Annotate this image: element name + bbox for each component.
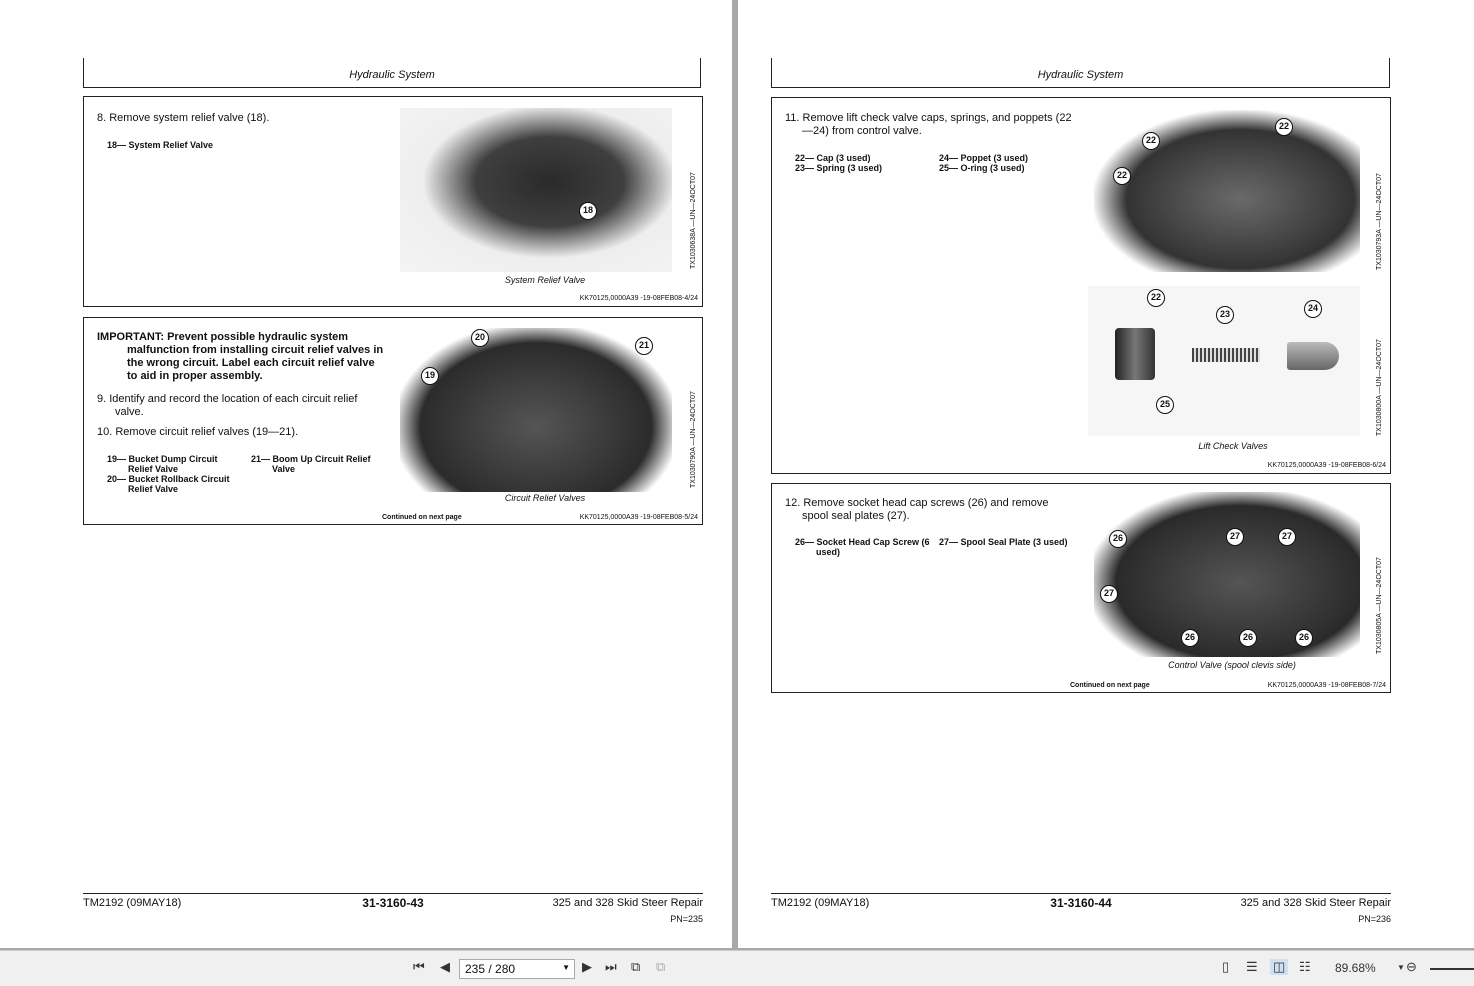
photo-circuit-relief-valves	[400, 328, 672, 492]
legend-item: 21— Boom Up Circuit Relief Valve	[251, 454, 371, 474]
callout: 26	[1295, 629, 1313, 647]
important-note: IMPORTANT: Prevent possible hydraulic system malfunction from installing circuit relief valves in the wrong circuit. Label each circuit relief valve to aid in proper assembly.	[97, 331, 384, 382]
next-page-button[interactable]: ▶	[582, 959, 592, 974]
page-header: Hydraulic System	[771, 58, 1390, 88]
callout: 23	[1216, 306, 1234, 324]
continued-note: Continued on next page	[382, 514, 462, 521]
callout: 27	[1226, 528, 1244, 546]
page-number-value: 235 / 280	[465, 962, 516, 976]
page-number-input[interactable]	[459, 959, 575, 979]
zoom-level[interactable]: 89.68%	[1335, 961, 1376, 975]
legend-item: 22— Cap (3 used)	[795, 153, 871, 163]
callout: 21	[635, 337, 653, 355]
left-page	[0, 0, 732, 948]
callout: 26	[1181, 629, 1199, 647]
zoom-out-icon[interactable]: ⊖	[1406, 959, 1417, 974]
legend-item: 18— System Relief Valve	[107, 140, 214, 150]
page-footer	[83, 893, 703, 933]
continuous-view-icon[interactable]: ☰	[1246, 959, 1258, 974]
callout: 27	[1278, 528, 1296, 546]
step-9-text: 9. Identify and record the location of each circuit relief valve.	[97, 393, 358, 418]
legend-item: 26— Socket Head Cap Screw (6 used)	[795, 537, 930, 557]
zoom-dropdown-icon[interactable]: ▼	[1397, 963, 1405, 972]
footer-title: 325 and 328 Skid Steer Repair	[552, 897, 703, 909]
footer-title: 325 and 328 Skid Steer Repair	[1240, 897, 1391, 909]
callout: 22	[1113, 167, 1131, 185]
doc-code: KK70125,0000A39 -19-08FEB08-4/24	[579, 295, 698, 302]
callout: 24	[1304, 300, 1322, 318]
figure-code: TX1030793A —UN—24OCT07	[1376, 173, 1383, 270]
footer-doc: TM2192 (09MAY18)	[771, 897, 870, 909]
photo-control-valve-top	[1094, 110, 1360, 272]
callout: 26	[1109, 530, 1127, 548]
callout: 20	[471, 329, 489, 347]
two-page-continuous-view-icon[interactable]: ☷	[1299, 959, 1311, 974]
photo-system-relief-valve	[400, 108, 672, 272]
page-header: Hydraulic System	[83, 58, 701, 88]
footer-pn: PN=235	[670, 914, 703, 924]
figure-code: TX1030800A —UN—24OCT07	[1376, 339, 1383, 436]
callout: 26	[1239, 629, 1257, 647]
step-8-box	[83, 96, 703, 307]
step-text: 11. Remove lift check valve caps, springs, and poppets (22—24) from control valve.	[785, 112, 1072, 137]
cap-part	[1115, 328, 1155, 380]
photo-caption: System Relief Valve	[504, 275, 586, 285]
viewer-toolbar	[0, 950, 1474, 986]
figure-code: TX1030790A —UN—24OCT07	[690, 391, 697, 488]
photo-caption: Circuit Relief Valves	[504, 493, 586, 503]
footer-doc: TM2192 (09MAY18)	[83, 897, 182, 909]
step-text: 12. Remove socket head cap screws (26) and remove spool seal plates (27).	[785, 497, 1049, 522]
single-page-view-icon[interactable]: ▯	[1222, 959, 1230, 974]
poppet-part	[1287, 342, 1339, 370]
two-page-view-icon[interactable]: ◫	[1270, 959, 1288, 975]
continued-note: Continued on next page	[1070, 682, 1150, 689]
legend-item: 27— Spool Seal Plate (3 used)	[939, 537, 1068, 547]
chevron-down-icon[interactable]: ▼	[562, 963, 570, 972]
photo-caption: Control Valve (spool clevis side)	[1168, 660, 1296, 670]
doc-code: KK70125,0000A39 -19-08FEB08-6/24	[1267, 462, 1386, 469]
page-footer	[771, 893, 1391, 933]
photo-caption: Lift Check Valves	[1198, 441, 1268, 451]
figure-code: TX1030638A —UN—24OCT07	[690, 172, 697, 269]
step-9-10-box	[83, 317, 703, 525]
callout: 25	[1156, 396, 1174, 414]
footer-page-number: 31-3160-44	[1050, 896, 1112, 910]
export-page-icon[interactable]: ⧉	[656, 959, 666, 974]
callout: 19	[421, 367, 439, 385]
doc-code: KK70125,0000A39 -19-08FEB08-7/24	[1267, 682, 1386, 689]
photo-control-valve-spool-side	[1094, 492, 1360, 657]
legend-item: 25— O-ring (3 used)	[939, 163, 1025, 173]
callout: 22	[1142, 132, 1160, 150]
step-11-box	[771, 97, 1391, 474]
callout: 22	[1275, 118, 1293, 136]
step-text: 8. Remove system relief valve (18).	[97, 112, 270, 124]
spring-part	[1192, 348, 1260, 362]
callout: 18	[579, 202, 597, 220]
right-page	[738, 0, 1474, 948]
rotate-page-icon[interactable]: ⧉	[631, 959, 641, 974]
doc-code: KK70125,0000A39 -19-08FEB08-5/24	[579, 514, 698, 521]
callout: 22	[1147, 289, 1165, 307]
step-10-text: 10. Remove circuit relief valves (19—21).	[97, 426, 299, 438]
callout: 27	[1100, 585, 1118, 603]
legend-item: 24— Poppet (3 used)	[939, 153, 1029, 163]
last-page-button[interactable]: ⏭	[605, 959, 617, 974]
previous-page-button[interactable]: ◀	[440, 959, 450, 974]
footer-pn: PN=236	[1358, 914, 1391, 924]
figure-code: TX1030805A —UN—24OCT07	[1376, 557, 1383, 654]
first-page-button[interactable]: ⏮	[413, 959, 425, 974]
legend-item: 23— Spring (3 used)	[795, 163, 883, 173]
step-12-box	[771, 483, 1391, 693]
footer-page-number: 31-3160-43	[362, 896, 424, 910]
legend-item: 19— Bucket Dump Circuit Relief Valve	[107, 454, 218, 474]
legend-item: 20— Bucket Rollback Circuit Relief Valve	[107, 474, 230, 494]
zoom-slider[interactable]	[1430, 968, 1474, 970]
